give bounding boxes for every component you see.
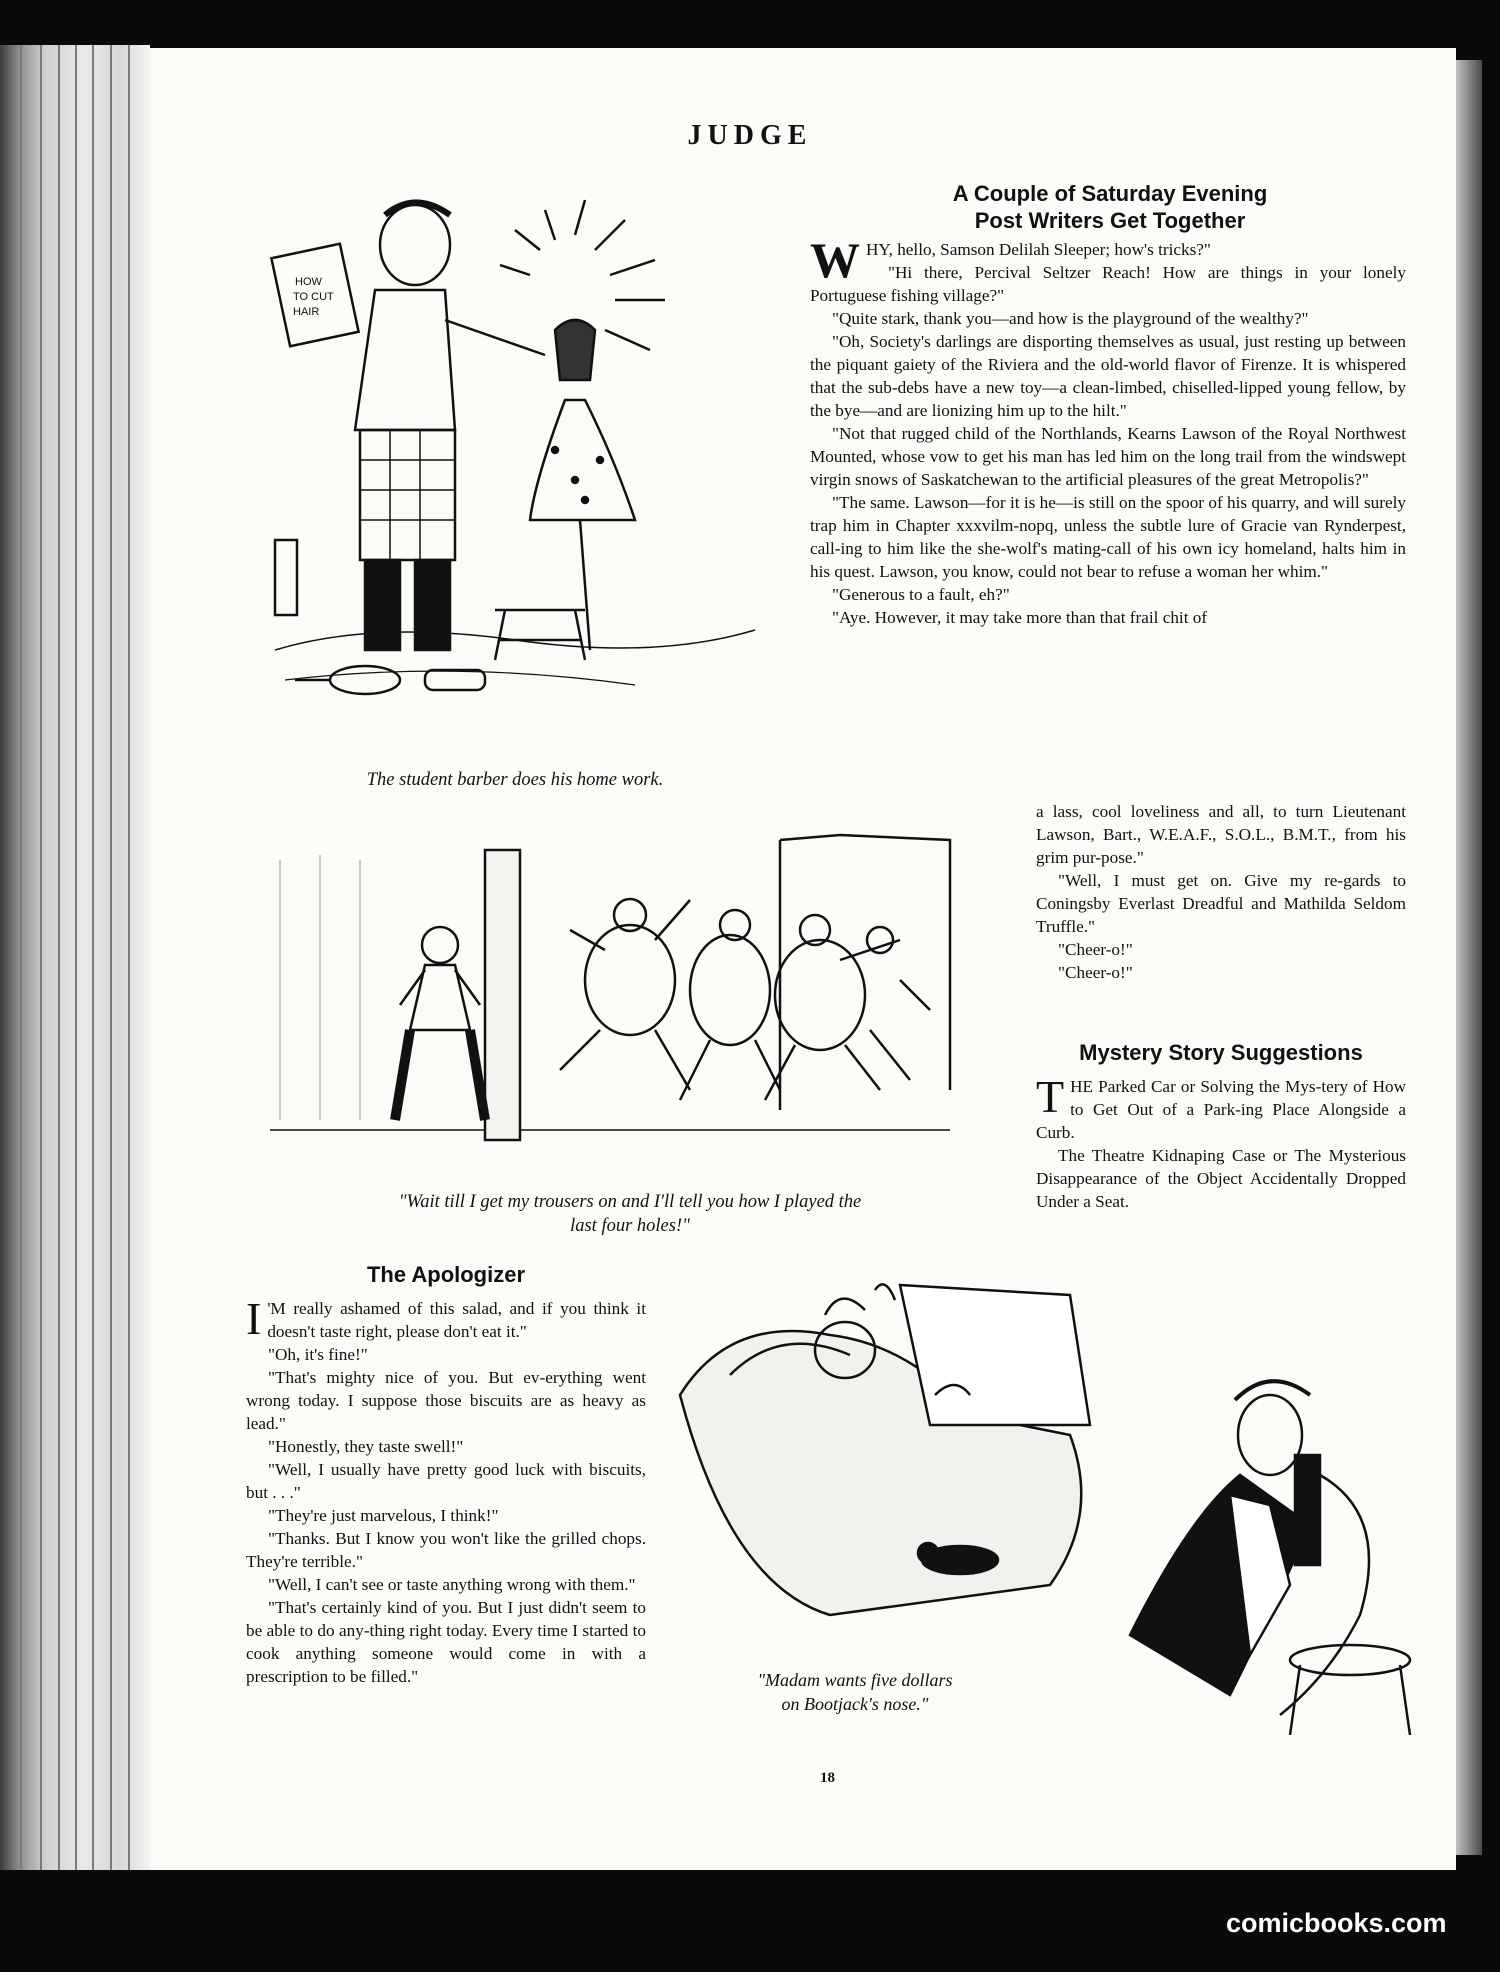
article1-p5: "Not that rugged child of the Northlands, Kearns Lawson of the Royal Northwest Mounted, whose vow to get his man has led him on the long trail from the windswept virgin snows of Saskatchewan to the artificial pleasures of the great Metropolis?" — [810, 424, 1406, 489]
article1-dropcap: W — [810, 232, 860, 288]
cartoon2-caption — [285, 1190, 975, 1238]
cartoon-student-barber — [255, 180, 775, 720]
article1-title-line2: Post Writers Get Together — [974, 208, 1246, 233]
cartoon3-caption-line2: on Bootjack's nose." — [781, 1694, 929, 1714]
article3-dropcap: I — [246, 1293, 262, 1344]
book-binding-edge — [0, 45, 150, 1870]
article1-p8b: a lass, cool loveliness and all, to turn Lieutenant Lawson, Bart., W.E.A.F., S.O.L., B.M.T., from his grim pur-pose." — [1036, 802, 1406, 867]
article3-body — [246, 1293, 646, 1688]
article1-p10: "Cheer-o!" — [1058, 940, 1133, 959]
article3-title: The Apologizer — [366, 1262, 526, 1287]
article1-title-line1: A Couple of Saturday Evening — [952, 181, 1268, 206]
article3-p3: "That's mighty nice of you. But ev-erything went wrong today. I suppose those biscuits are as heavy as lead." — [246, 1368, 646, 1433]
cartoon-madam-maid — [670, 1255, 1430, 1735]
article2-title: Mystery Story Suggestions — [1079, 1040, 1363, 1065]
article3-p2: "Oh, it's fine!" — [268, 1345, 368, 1364]
article3-p4: "Honestly, they taste swell!" — [268, 1437, 464, 1456]
article2-body — [1036, 1071, 1406, 1213]
article3-p7: "Thanks. But I know you won't like the grilled chops. They're terrible." — [246, 1529, 646, 1571]
article1-p4: "Oh, Society's darlings are disporting themselves as usual, just resting up between the piquant gaiety of the Riviera and the old-world flavor of Firenze. It is whispered that the sub-debs have a new toy—a clean-limbed, chiselled-lipped young fellow, by the bye—and are lionizing him up to the hilt." — [810, 332, 1406, 420]
cartoon1-book-text-2: TO CUT — [293, 291, 334, 303]
cartoon1-book-text-3: HAIR — [293, 306, 320, 318]
cartoon1-caption: The student barber does his home work. — [366, 770, 664, 790]
article1-p9: "Well, I must get on. Give my re-gards to Coningsby Everlast Dreadful and Mathilda Seldom Truffle." — [1036, 871, 1406, 936]
article1-p11: "Cheer-o!" — [1058, 963, 1133, 982]
article3-p8: "Well, I can't see or taste anything wrong with them." — [268, 1575, 636, 1594]
article1-p2: "Hi there, Percival Seltzer Reach! How are things in your lonely Portuguese fishing village?" — [810, 263, 1406, 305]
cartoon3-caption-line1: "Madam wants five dollars — [757, 1670, 953, 1690]
site-watermark: comicbooks.com — [1226, 1908, 1447, 1938]
masthead: JUDGE — [687, 120, 813, 151]
article1-p3: "Quite stark, thank you—and how is the playground of the wealthy?" — [832, 309, 1309, 328]
article1-p8a: "Aye. However, it may take more than that frail chit of — [832, 608, 1208, 627]
article1-p6: "The same. Lawson—for it is he—is still on the spoor of his quarry, and will surely trap him in Chapter xxxvilm-nopq, unless the subtle lure of Gracie van Rynderpest, call-ing to him like the she-wolf's mating-call of his own icy homeland, halts him in his quest. Lawson, you know, could not bear to refuse a woman her whim." — [810, 493, 1406, 581]
article2-dropcap: T — [1036, 1071, 1065, 1122]
article1-p1: HY, hello, Samson Delilah Sleeper; how's tricks?" — [866, 240, 1211, 259]
cartoon1-book-text-1: HOW — [295, 276, 322, 288]
page-number: 18 — [820, 1770, 835, 1786]
article3-p9: "That's certainly kind of you. But I just didn't seem to be able to do any-thing right today. Every time I started to cook anything someone would come in with a prescription to be filled." — [246, 1598, 646, 1686]
article3-p6: "They're just marvelous, I think!" — [268, 1506, 499, 1525]
cartoon3-caption — [690, 1668, 1020, 1716]
cartoon2-caption-line1: "Wait till I get my trousers on and I'll tell you how I played the — [398, 1192, 862, 1212]
article1-body-continued — [1036, 800, 1406, 984]
page-right-edge — [1452, 60, 1482, 1855]
article1-p7: "Generous to a fault, eh?" — [832, 585, 1010, 604]
article2-p2: The Theatre Kidnaping Case or The Mysterious Disappearance of the Object Accidentally Dropped Under a Seat. — [1036, 1146, 1406, 1211]
article1-body — [810, 232, 1406, 629]
article2-p1: HE Parked Car or Solving the Mys-tery of How to Get Out of a Park-ing Place Alongside a Curb. — [1036, 1077, 1406, 1142]
article3-p1: 'M really ashamed of this salad, and if you think it doesn't taste right, please don't eat it." — [267, 1299, 646, 1341]
article3-p5: "Well, I usually have pretty good luck with biscuits, but . . ." — [246, 1460, 646, 1502]
article1-title — [880, 180, 1340, 234]
cartoon2-caption-line2: last four holes!" — [570, 1216, 690, 1236]
cartoon-locker-room — [260, 830, 960, 1160]
